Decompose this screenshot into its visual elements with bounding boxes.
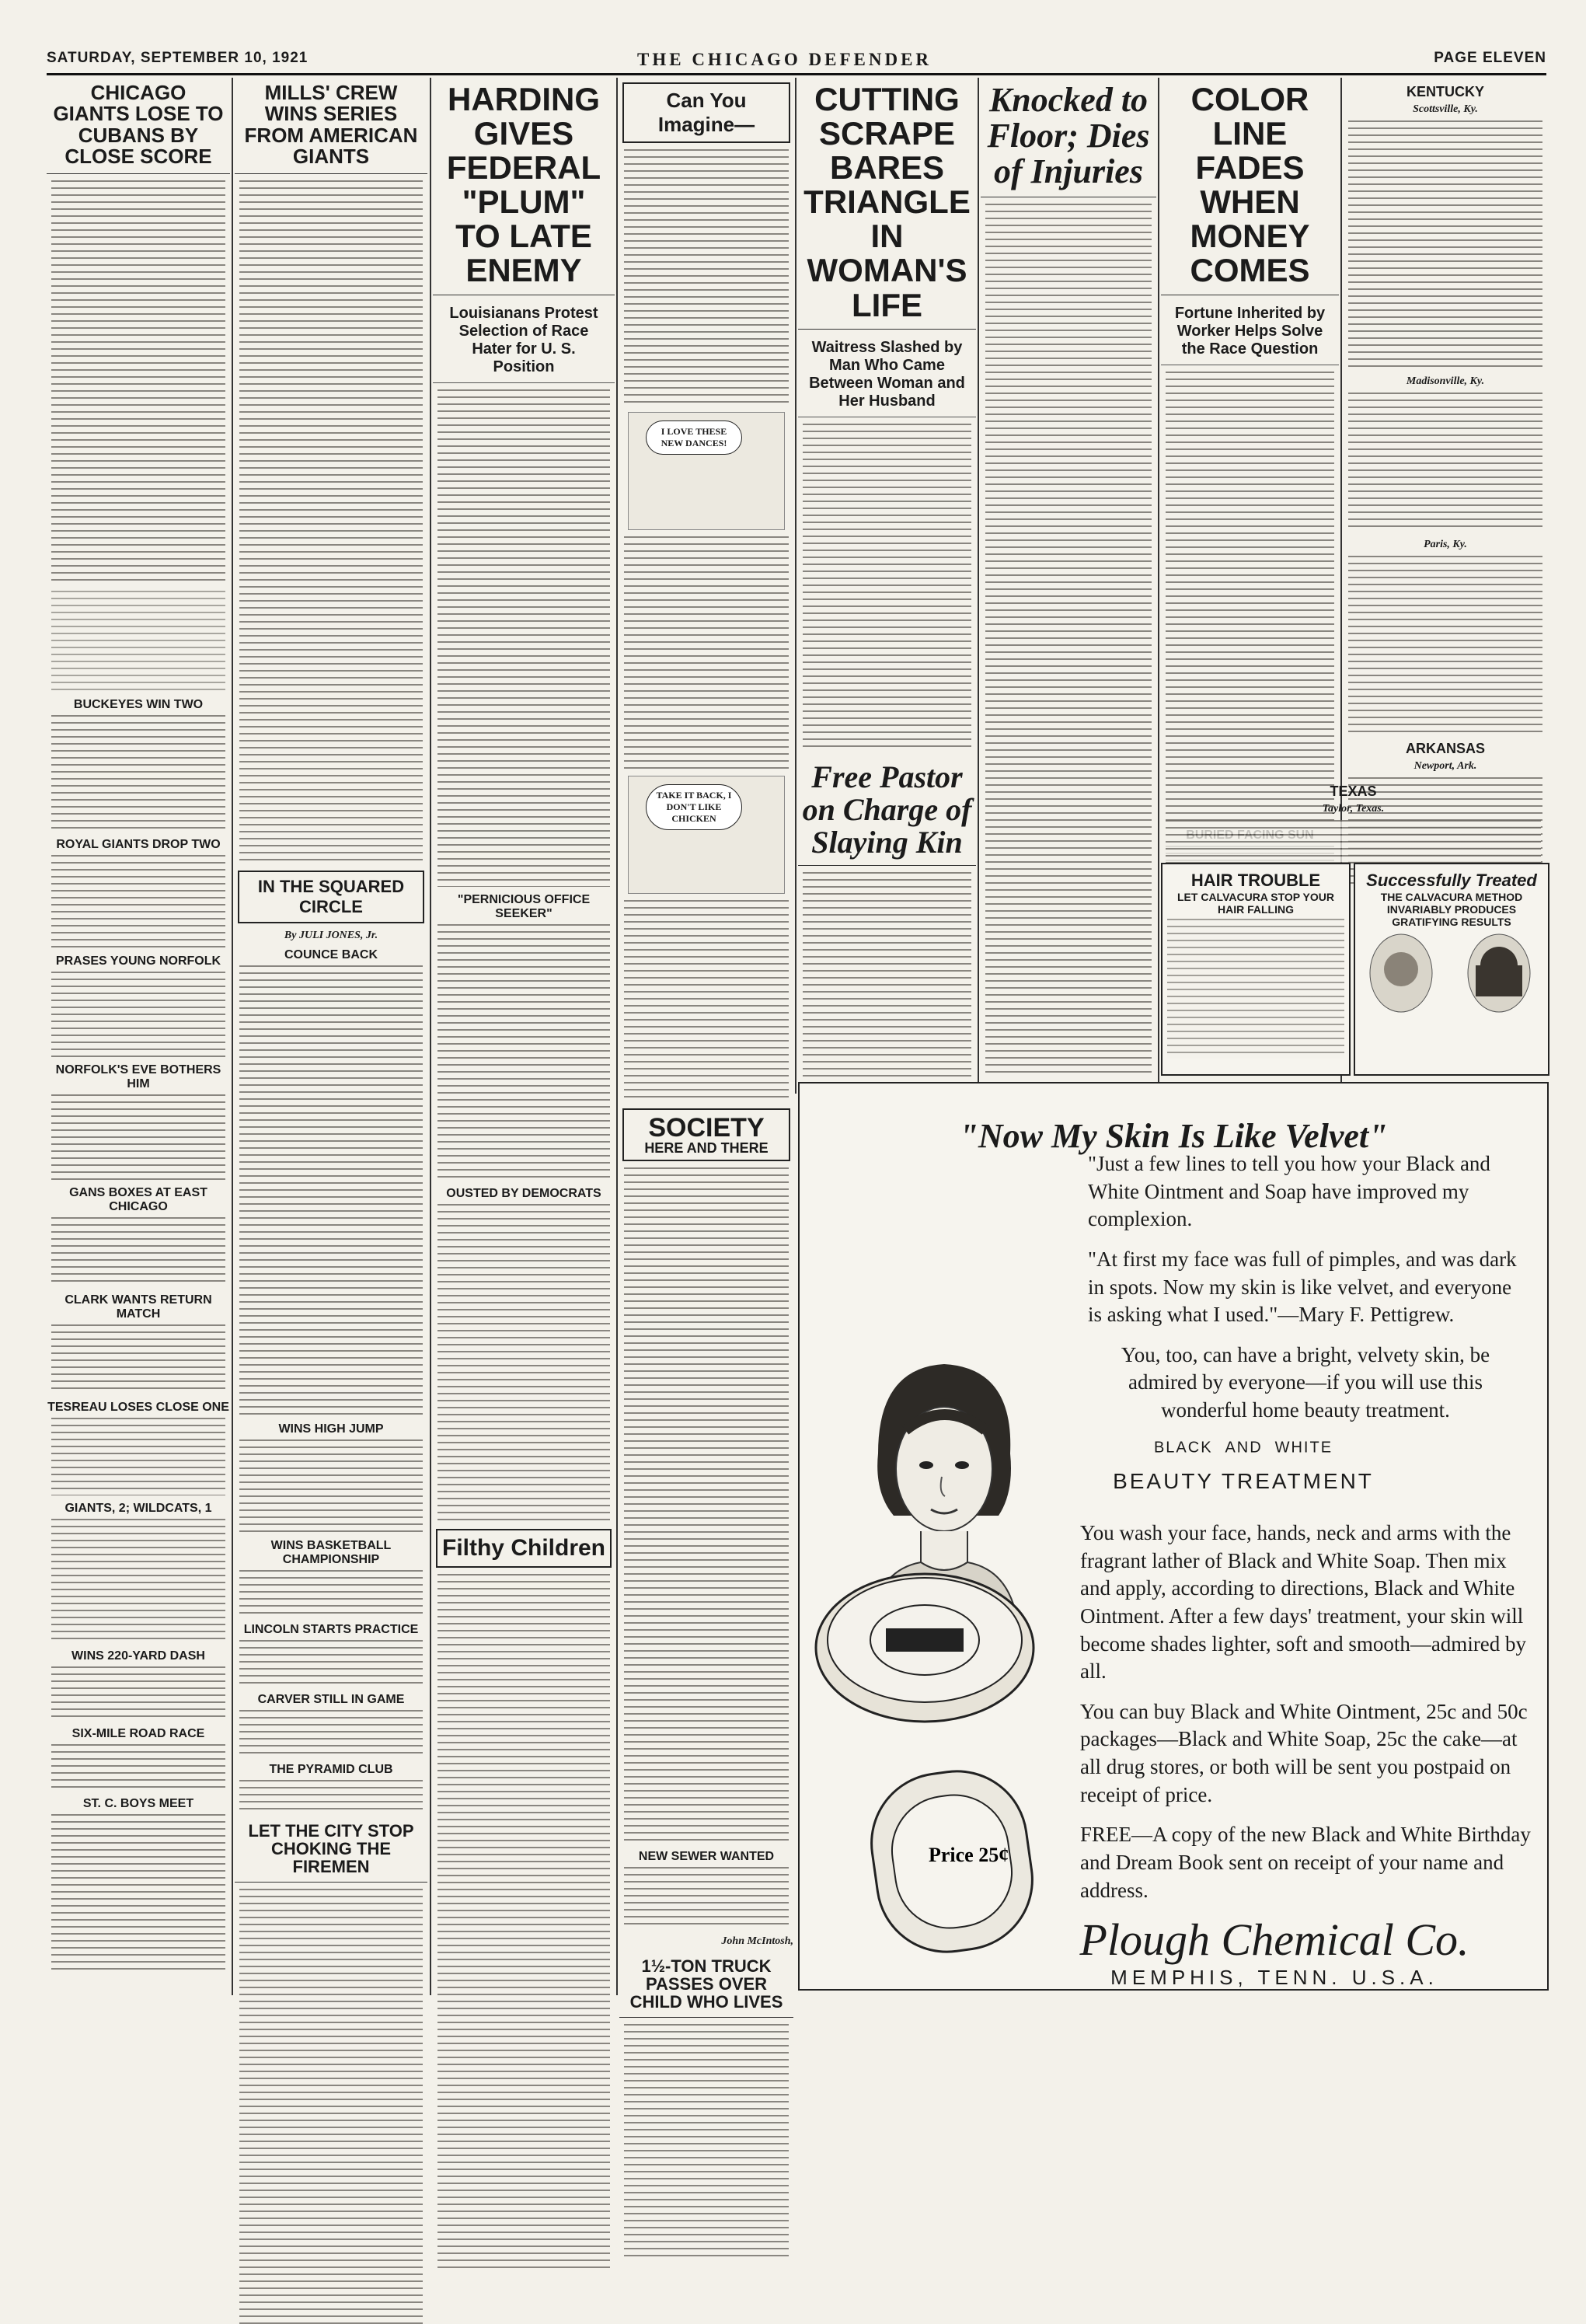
column-rule xyxy=(795,78,796,1094)
ad-title: HAIR TROUBLE xyxy=(1190,871,1321,890)
column-rule xyxy=(232,78,233,1995)
article-text xyxy=(51,180,225,584)
ad-title: Successfully Treated xyxy=(1366,871,1537,890)
headline-firemen: LET THE CITY STOP CHOKING THE FIREMEN xyxy=(235,1817,427,1883)
article-text xyxy=(239,1570,423,1617)
headline-knocked-floor: Knocked to Floor; Dies of Injuries xyxy=(981,78,1156,197)
subhead: PRASES YOUNG NORFOLK xyxy=(55,954,221,968)
article-text xyxy=(51,1814,225,1970)
squared-circle-box: IN THE SQUARED CIRCLE xyxy=(238,871,424,923)
dateline: Scottsville, Ky. xyxy=(1413,103,1478,115)
brand-word: BLACK xyxy=(1153,1439,1213,1457)
article-text xyxy=(624,900,789,1102)
masthead-title: THE CHICAGO DEFENDER xyxy=(637,50,932,69)
dateline: Newport, Ark. xyxy=(1413,760,1477,772)
headline-harding: HARDING GIVES FEDERAL "PLUM" TO LATE ENEMY xyxy=(433,78,615,295)
column-rule xyxy=(1158,78,1159,1094)
article-text xyxy=(51,1094,225,1180)
article-text xyxy=(437,1204,610,1523)
company-city: MEMPHIS, TENN. U.S.A. xyxy=(1110,1966,1438,1989)
headline-mills-crew: MILLS' CREW WINS SERIES FROM AMERICAN GIANTS xyxy=(235,78,427,174)
brand-logo xyxy=(1103,1422,1383,1494)
box-score xyxy=(51,591,225,692)
subhead: WINS 220-YARD DASH xyxy=(71,1649,205,1663)
article-text xyxy=(51,1418,225,1495)
article-text xyxy=(239,1439,423,1533)
can-you-imagine-box: Can You Imagine— xyxy=(622,82,790,143)
headline-free-pastor: Free Pastor on Charge of Slaying Kin xyxy=(798,756,976,866)
article-text xyxy=(624,2024,789,2257)
article-text xyxy=(51,1217,225,1287)
article-text xyxy=(1348,120,1542,369)
filthy-children-box: Filthy Children xyxy=(436,1529,612,1568)
ad-testimonial xyxy=(1088,1150,1523,1437)
soap-cake-icon xyxy=(843,1749,1061,1966)
article-text xyxy=(51,855,225,948)
calvacura-ad xyxy=(1354,863,1549,1076)
letter-signature: John McIntosh, xyxy=(721,1935,793,1947)
article-text xyxy=(1348,556,1542,735)
article-text xyxy=(51,1324,225,1394)
price-tag: Price 25¢ xyxy=(929,1844,1009,1866)
ad-subtitle: LET CALVACURA STOP YOUR HAIR FALLING xyxy=(1177,891,1334,916)
article-text xyxy=(51,972,225,1057)
company-signature xyxy=(1072,1914,1476,1990)
issue-date: SATURDAY, SEPTEMBER 10, 1921 xyxy=(47,50,308,66)
cartoon-dancers xyxy=(628,412,785,530)
subhead: OUSTED BY DEMOCRATS xyxy=(446,1186,601,1200)
speech-bubble: TAKE IT BACK, I DON'T LIKE CHICKEN xyxy=(646,784,742,830)
article-text xyxy=(1166,820,1541,867)
subhead: WINS BASKETBALL CHAMPIONSHIP xyxy=(270,1539,392,1567)
subhead: SIX-MILE ROAD RACE xyxy=(71,1727,205,1741)
page-number: PAGE ELEVEN xyxy=(1434,50,1546,66)
ad-paragraph: You can buy Black and White Ointment, 25c and 50c packages—Black and White Soap, 25c the cake—at all drug stores, or both will be sent you postpaid on receipt of price. xyxy=(1080,1699,1528,1806)
state-head: ARKANSAS xyxy=(1405,741,1485,756)
column-rule xyxy=(978,78,979,1094)
column-rule xyxy=(616,78,618,1995)
article-text xyxy=(624,149,789,406)
headline-truck: 1½-TON TRUCK PASSES OVER CHILD WHO LIVES xyxy=(619,1952,793,2018)
dateline: Madisonville, Ky. xyxy=(1406,375,1485,387)
headline-giants-lose: CHICAGO GIANTS LOSE TO CUBANS BY CLOSE SCORE xyxy=(47,78,230,174)
article-text xyxy=(239,180,423,864)
brand-word: WHITE xyxy=(1274,1439,1333,1457)
article-text xyxy=(51,715,225,832)
headline-color-line: COLOR LINE FADES WHEN MONEY COMES xyxy=(1161,78,1339,295)
article-text xyxy=(1348,393,1542,532)
company-name: Plough Chemical Co. xyxy=(1079,1914,1469,1965)
column-news-6 xyxy=(981,78,1156,1094)
brand-subtitle: BEAUTY TREATMENT xyxy=(1113,1469,1374,1493)
subhead: COUNCE BACK xyxy=(284,948,378,962)
subhead: GIANTS, 2; WILDCATS, 1 xyxy=(64,1502,212,1516)
subhead: "PERNICIOUS OFFICE SEEKER" xyxy=(457,892,591,920)
before-photo-icon xyxy=(1358,926,1444,1020)
article-text xyxy=(239,1780,423,1811)
column-sports-1 xyxy=(47,78,230,1995)
hair-trouble-ad xyxy=(1161,863,1351,1076)
article-text xyxy=(51,1666,225,1721)
subhead: NORFOLK'S EVE BOTHERS HIM xyxy=(55,1063,221,1091)
article-text xyxy=(51,1519,225,1643)
subhead: CARVER STILL IN GAME xyxy=(257,1693,405,1707)
article-text xyxy=(239,965,423,1416)
column-news-3 xyxy=(433,78,615,1995)
column-news-5 xyxy=(798,78,976,1094)
state-head: KENTUCKY xyxy=(1406,84,1484,99)
ad-paragraph: "Just a few lines to tell you how your Black and White Ointment and Soap have improved my complexion. xyxy=(1088,1152,1490,1231)
ad-text xyxy=(1167,919,1344,1059)
subhead: BUCKEYES WIN TWO xyxy=(73,698,204,712)
subhead: WINS HIGH JUMP xyxy=(278,1422,384,1436)
article-text xyxy=(1166,372,1334,822)
subhead: THE PYRAMID CLUB xyxy=(269,1763,393,1777)
subhead: ROYAL GIANTS DROP TWO xyxy=(56,838,221,852)
ad-headline: "Now My Skin Is Like Velvet" xyxy=(959,1117,1388,1155)
ad-paragraph: You, too, can have a bright, velvety skin, be admired by everyone—if you will use this wonderful home beauty treatment. xyxy=(1121,1342,1490,1422)
column-sports-2 xyxy=(235,78,427,1995)
society-box xyxy=(622,1108,790,1161)
subhead: NEW SEWER WANTED xyxy=(638,1850,775,1863)
ad-paragraph: You wash your face, hands, neck and arms with the fragrant lather of Black and White Soap. Then mix and apply, according to directions, Black and White Ointment. After a few days' treatment, your skin will become shades lighter, soft and smooth—admired by all. xyxy=(1080,1521,1527,1684)
subhead: CLARK WANTS RETURN MATCH xyxy=(64,1293,212,1321)
society-title: SOCIETY xyxy=(648,1113,765,1143)
article-text xyxy=(239,1710,423,1757)
subhead: GANS BOXES AT EAST CHICAGO xyxy=(69,1186,207,1214)
texas-item xyxy=(1161,777,1546,873)
article-text xyxy=(437,389,610,887)
deck-waitress: Waitress Slashed by Man Who Came Between Woman and Her Husband xyxy=(798,336,976,417)
byline: By JULI JONES, Jr. xyxy=(284,930,378,942)
article-text xyxy=(51,1744,225,1791)
cartoon-chicken xyxy=(628,776,785,894)
article-text xyxy=(624,536,789,769)
after-photo-icon xyxy=(1456,926,1542,1020)
headline-cutting-scrape: CUTTING SCRAPE BARES TRIANGLE IN WOMAN'S LIFE xyxy=(798,78,976,330)
article-text xyxy=(437,1574,610,2273)
ad-subtitle: THE CALVACURA METHOD INVARIABLY PRODUCES GRATIFYING RESULTS xyxy=(1380,891,1523,928)
article-text xyxy=(985,204,1152,1074)
article-text xyxy=(437,924,610,1181)
article-text xyxy=(239,1889,423,2324)
ointment-tin-icon xyxy=(808,1539,1041,1741)
article-text xyxy=(239,1640,423,1687)
ad-instructions xyxy=(1080,1520,1531,1917)
subhead: TESREAU LOSES CLOSE ONE xyxy=(47,1401,229,1415)
ad-paragraph: FREE—A copy of the new Black and White Birthday and Dream Book sent on receipt of your name and address. xyxy=(1080,1823,1531,1902)
subhead: LINCOLN STARTS PRACTICE xyxy=(243,1623,419,1637)
column-news-4 xyxy=(619,78,793,2012)
article-text xyxy=(803,424,971,750)
speech-bubble: I LOVE THESE NEW DANCES! xyxy=(646,420,742,455)
dateline: Taylor, Texas. xyxy=(1322,803,1385,815)
society-subtitle: HERE AND THERE xyxy=(644,1140,769,1156)
state-head: TEXAS xyxy=(1330,783,1377,799)
deck-fortune: Fortune Inherited by Worker Helps Solve the Race Question xyxy=(1161,302,1339,365)
article-text xyxy=(624,1867,789,1929)
deck-louisianans: Louisianans Protest Selection of Race Hater for U. S. Position xyxy=(433,302,615,383)
brand-and: AND xyxy=(1225,1439,1263,1457)
ad-paragraph: "At first my face was full of pimples, and was dark in spots. Now my skin is like velvet, and everyone is asking what I used."—Mary F. Pettigrew. xyxy=(1088,1247,1517,1327)
dateline: Paris, Ky. xyxy=(1424,539,1467,550)
folio-bar xyxy=(47,47,1546,75)
column-rule xyxy=(430,78,431,1995)
subhead: ST. C. BOYS MEET xyxy=(82,1797,194,1811)
article-text xyxy=(624,1167,789,1844)
